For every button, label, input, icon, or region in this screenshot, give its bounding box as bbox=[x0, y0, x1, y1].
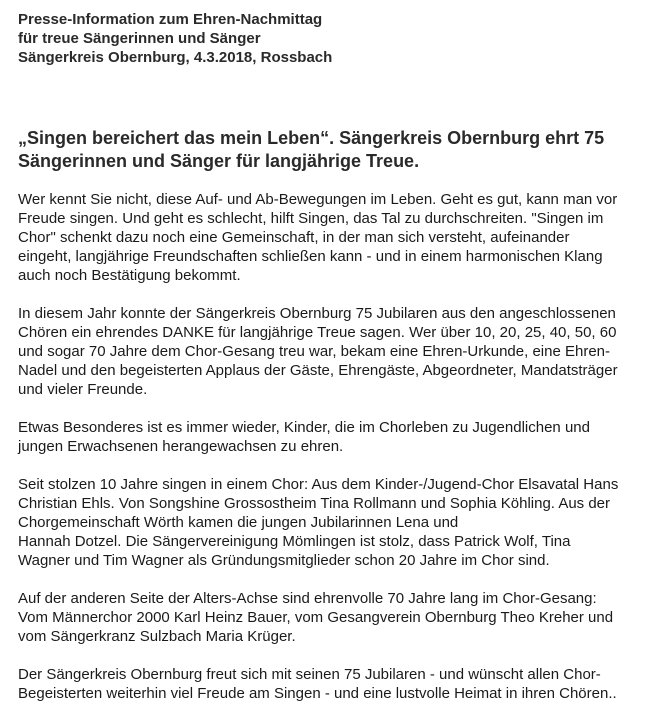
paragraph-line: In diesem Jahr konnte der Sängerkreis Obernburg 75 Jubilaren aus den angeschlossenen bbox=[18, 305, 616, 322]
headline-line: „Singen bereichert das mein Leben“. Sängerkreis Obernburg ehrt 75 bbox=[18, 128, 605, 148]
article-body bbox=[18, 190, 658, 703]
press-header bbox=[18, 10, 658, 67]
paragraph-1 bbox=[18, 190, 658, 285]
paragraph-3 bbox=[18, 418, 658, 456]
paragraph-line: Chören ein ehrendes DANKE für langjährige Treue sagen. Wer über 10, 20, 25, 40, 50, 60 bbox=[18, 324, 617, 341]
paragraph-line: eingeht, langjährige Freundschaften schließen kann - und in einem harmonischen Klang bbox=[18, 248, 603, 265]
press-release-document bbox=[18, 10, 658, 722]
paragraph-5 bbox=[18, 589, 658, 646]
paragraph-line: Chorgemeinschaft Wörth kamen die jungen Jubilarinnen Lena und bbox=[18, 514, 459, 531]
paragraph-line: Wer kennt Sie nicht, diese Auf- und Ab-Bewegungen im Leben. Geht es gut, kann man vor bbox=[18, 191, 618, 208]
paragraph-6 bbox=[18, 665, 658, 703]
paragraph-line: Begeisterten weiterhin viel Freude am Singen - und eine lustvolle Heimat in ihren Chören.. bbox=[18, 685, 617, 702]
press-header-line: Presse-Information zum Ehren-Nachmittag bbox=[18, 11, 323, 28]
paragraph-line: Etwas Besonderes ist es immer wieder, Kinder, die im Chorleben zu Jugendlichen und bbox=[18, 419, 590, 436]
paragraph-line: Freude singen. Und geht es schlecht, hilft Singen, das Tal zu durchschreiten. "Singen im bbox=[18, 210, 604, 227]
paragraph-4 bbox=[18, 475, 658, 570]
paragraph-2 bbox=[18, 304, 658, 399]
headline-line: Sängerinnen und Sänger für langjährige Treue. bbox=[18, 151, 420, 171]
paragraph-line: Chor" schenkt dazu noch eine Gemeinschaft, in der man sich versteht, aufeinander bbox=[18, 229, 570, 246]
paragraph-line: Wagner und Tim Wagner als Gründungsmitglieder schon 20 Jahre im Chor sind. bbox=[18, 552, 550, 569]
paragraph-line: jungen Erwachsenen herangewachsen zu ehren. bbox=[18, 438, 344, 455]
paragraph-line: Hannah Dotzel. Die Sängervereinigung Mömlingen ist stolz, dass Patrick Wolf, Tina bbox=[18, 533, 571, 550]
paragraph-line: auch noch Bestätigung bekommt. bbox=[18, 267, 241, 284]
paragraph-line: und sogar 70 Jahre dem Chor-Gesang treu war, bekam eine Ehren-Urkunde, eine Ehren- bbox=[18, 343, 610, 360]
press-header-line: für treue Sängerinnen und Sänger bbox=[18, 30, 261, 47]
paragraph-line: und vieler Freunde. bbox=[18, 381, 148, 398]
article-headline bbox=[18, 127, 658, 173]
paragraph-line: Vom Männerchor 2000 Karl Heinz Bauer, vom Gesangverein Obernburg Theo Kreher und bbox=[18, 609, 614, 626]
paragraph-line: Christian Ehls. Von Songshine Grossostheim Tina Rollmann und Sophia Köhling. Aus der bbox=[18, 495, 611, 512]
paragraph-line: Der Sängerkreis Obernburg freut sich mit seinen 75 Jubilaren - und wünscht allen Chor- bbox=[18, 666, 601, 683]
paragraph-line: Nadel und den begeisterten Applaus der Gäste, Ehrengäste, Abgeordneter, Mandatsträger bbox=[18, 362, 618, 379]
press-header-line: Sängerkreis Obernburg, 4.3.2018, Rossbach bbox=[18, 49, 333, 66]
paragraph-line: vom Sängerkranz Sulzbach Maria Krüger. bbox=[18, 628, 296, 645]
paragraph-line: Auf der anderen Seite der Alters-Achse sind ehrenvolle 70 Jahre lang im Chor-Gesang: bbox=[18, 590, 597, 607]
paragraph-line: Seit stolzen 10 Jahre singen in einem Chor: Aus dem Kinder-/Jugend-Chor Elsavatal Hans bbox=[18, 476, 619, 493]
